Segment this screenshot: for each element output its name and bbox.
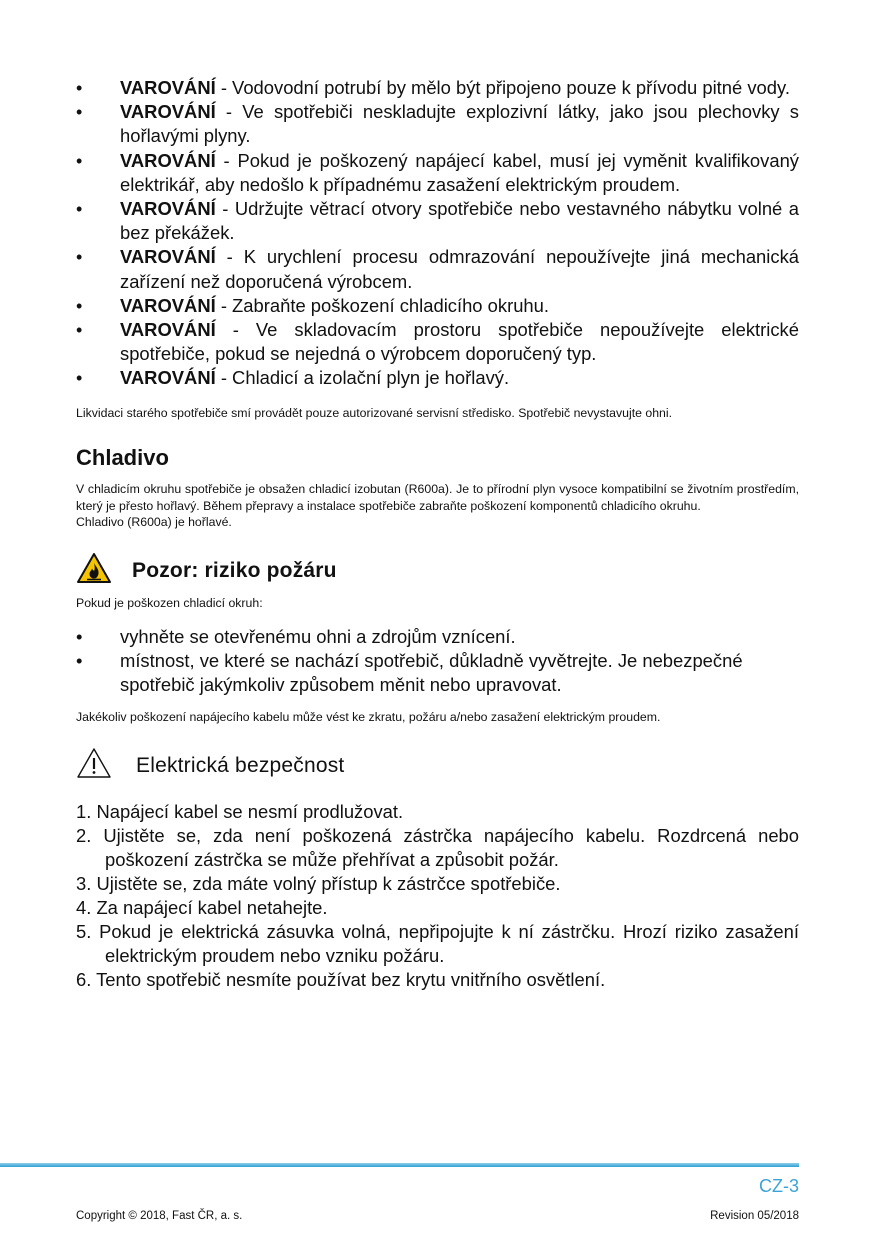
electrical-item: 5. Pokud je elektrická zásuvka volná, nepřipojujte k ní zástrčku. Hrozí riziko zasažení elektrickým proudem nebo vzniku požáru. [76,920,799,966]
fire-intro: Pokud je poškozen chladicí okruh: [76,595,263,610]
warning-item: • VAROVÁNÍ - Ve spotřebiči neskladujte explozivní látky, jako jsou plechovky s hořlavými plyny. [76,100,799,148]
fire-list [76,625,799,697]
fire-risk-header [76,551,799,591]
electrical-item: 1. Napájecí kabel se nesmí prodlužovat. [76,800,404,822]
warning-triangle-icon [76,747,112,784]
fire-risk-heading: Pozor: riziko požáru [132,558,337,582]
cable-damage-note: Jakékoliv poškození napájecího kabelu může vést ke zkratu, požáru a/nebo zasažení elektrickým proudem. [76,710,661,725]
electrical-safety-header [76,746,799,786]
warning-item: • VAROVÁNÍ - Pokud je poškozený napájecí kabel, musí jej vyměnit kvalifikovaný elektrikář, aby nedošlo k případnému zasažení elektrickým proudem. [76,149,799,197]
warning-item: • VAROVÁNÍ - Vodovodní potrubí by mělo být připojeno pouze k přívodu pitné vody. [76,76,799,100]
electrical-item: 2. Ujistěte se, zda není poškozená zástrčka napájecího kabelu. Rozdrcená nebo poškození zástrčka se může přehřívat a způsobit požár. [76,824,799,870]
page-content [76,76,799,992]
footer-divider [0,1163,799,1167]
warning-item: • VAROVÁNÍ - K urychlení procesu odmrazování nepoužívejte jiná mechanická zařízení než doporučená výrobcem. [76,245,799,293]
refrigerant-paragraph: V chladicím okruhu spotřebiče je obsažen chladicí izobutan (R600a). Je to přírodní plyn vysoce kompatibilní se životním prostředím, který je přesto hořlavý. Během přepravy a instalace spotřebiče zabraňte poškození komponentů chladicího okruhu. [76,482,799,513]
fire-item: • místnost, ve které se nachází spotřebič, důkladně vyvětrejte. Je nebezpečné spotřebič jakýmkoliv způsobem měnit nebo upravovat. [76,649,799,697]
warning-item: • VAROVÁNÍ - Zabraňte poškození chladicího okruhu. [76,294,799,318]
copyright: Copyright © 2018, Fast ČR, a. s. [76,1210,243,1222]
electrical-item: 4. Za napájecí kabel netahejte. [76,896,328,918]
electrical-safety-heading: Elektrická bezpečnost [136,753,345,777]
warning-item: • VAROVÁNÍ - Ve skladovacím prostoru spotřebiče nepoužívejte elektrické spotřebiče, pokud se nejedná o výrobcem doporučený typ. [76,318,799,366]
warning-item: • VAROVÁNÍ - Chladicí a izolační plyn je hořlavý. [76,366,799,390]
disposal-note: Likvidaci starého spotřebiče smí provádět pouze autorizované servisní středisko. Spotřebič nevystavujte ohni. [76,405,673,420]
electrical-item: 6. Tento spotřebič nesmíte používat bez krytu vnitřního osvětlení. [76,968,606,990]
fire-item: • vyhněte se otevřenému ohni a zdrojům vznícení. [76,625,799,649]
revision: Revision 05/2018 [710,1210,799,1222]
warning-list [76,76,799,391]
electrical-list [76,800,799,992]
page-number: CZ-3 [759,1176,799,1196]
flammable-warning-icon [76,552,112,589]
refrigerant-flammable-note: Chladivo (R600a) je hořlavé. [76,515,232,530]
refrigerant-heading: Chladivo [76,445,169,471]
warning-item: • VAROVÁNÍ - Udržujte větrací otvory spotřebiče nebo vestavného nábytku volné a bez překážek. [76,197,799,245]
electrical-item: 3. Ujistěte se, zda máte volný přístup k zástrčce spotřebiče. [76,872,561,894]
